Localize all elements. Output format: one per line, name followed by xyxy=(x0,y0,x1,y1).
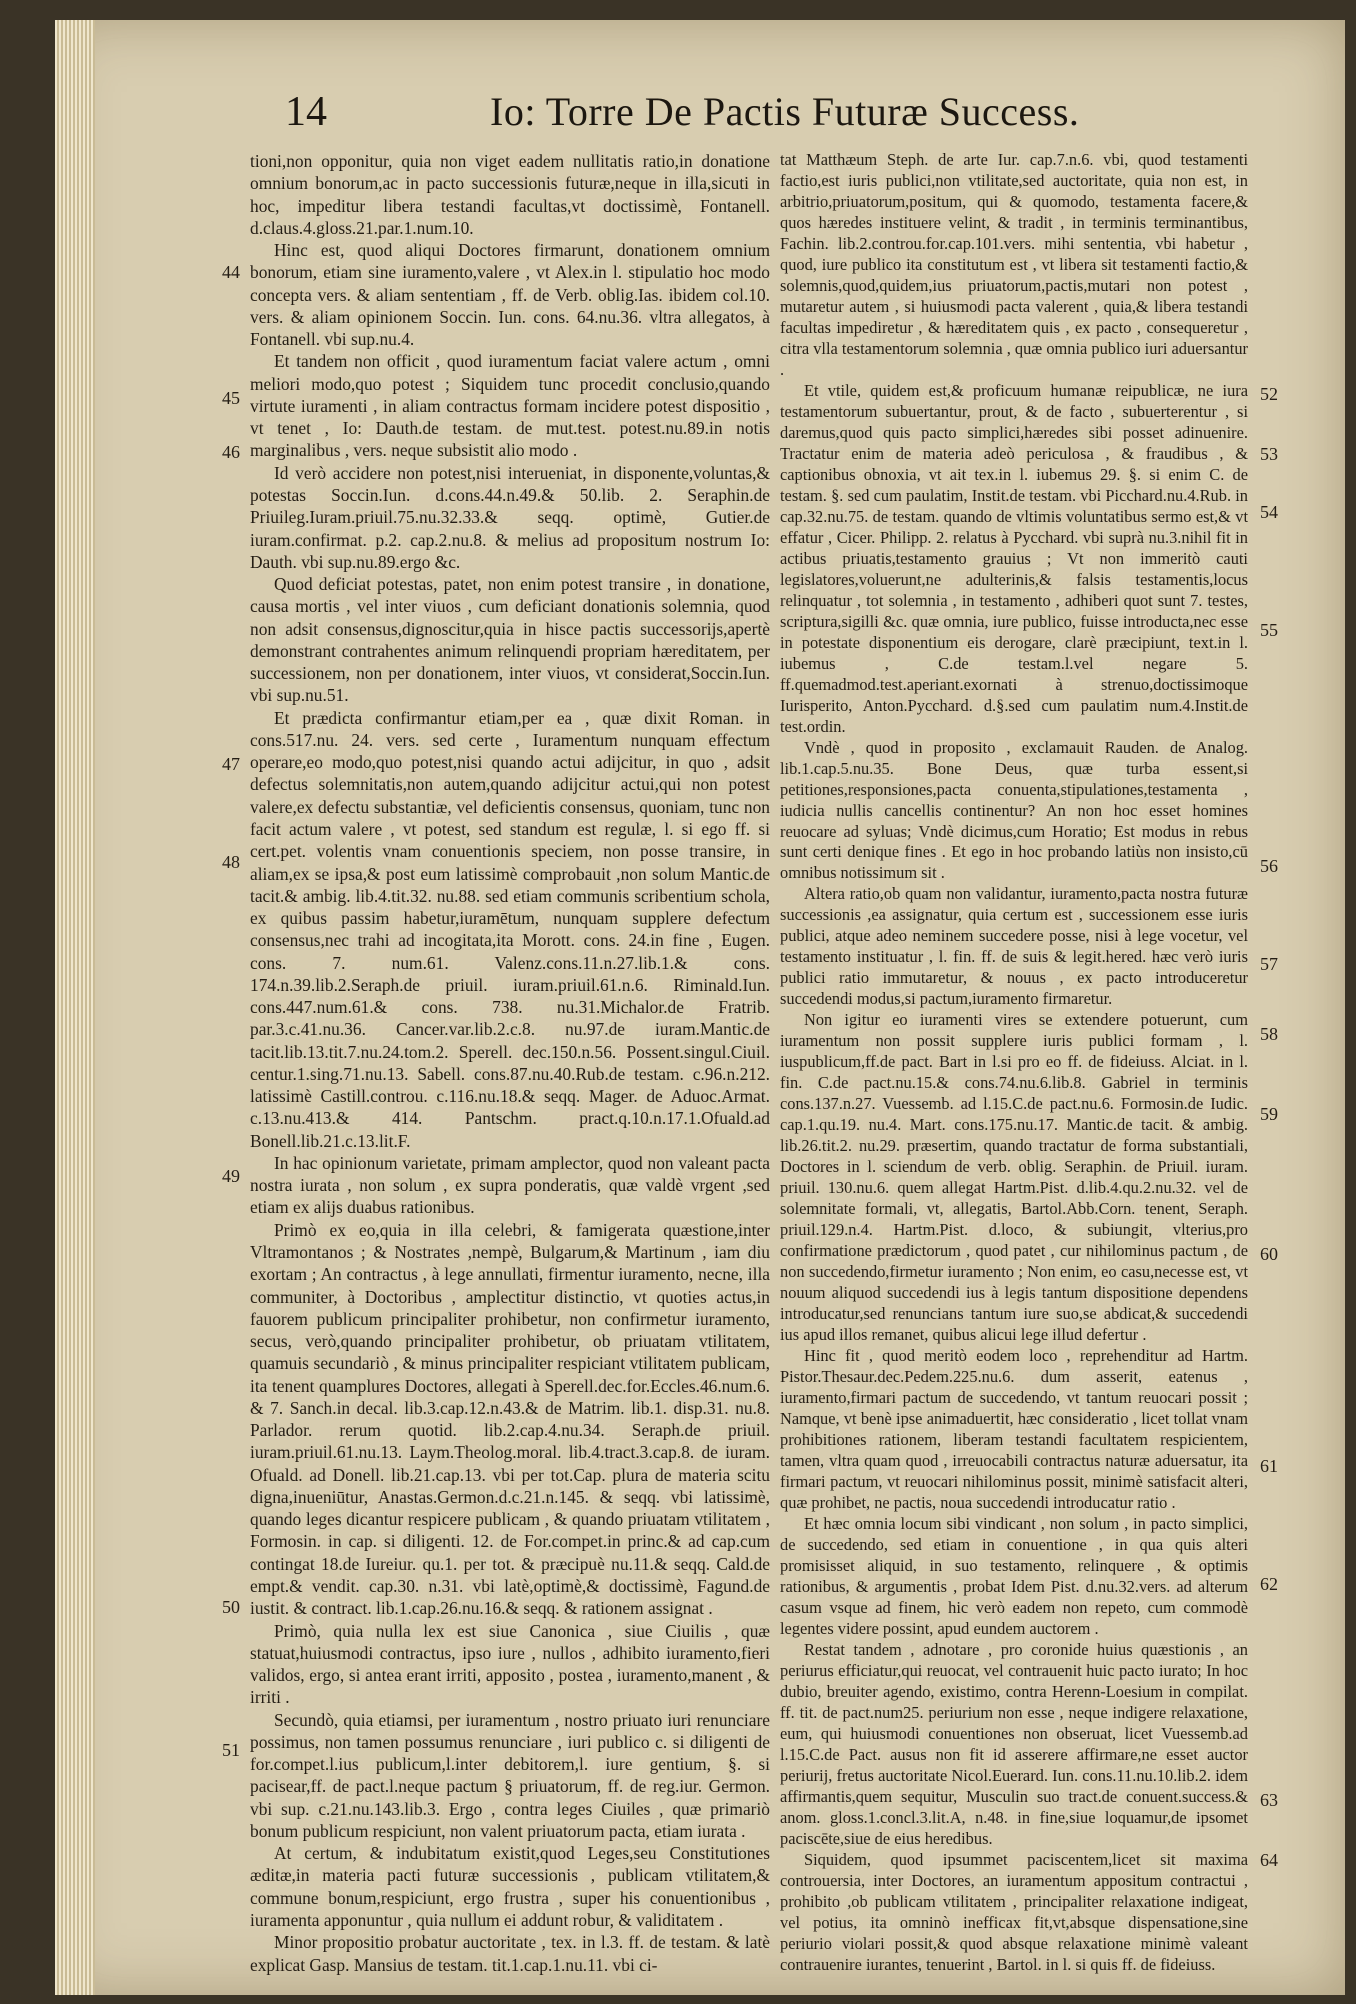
paragraph: Et tandem non officit , quod iuramentum faciat valere actum , omni meliori modo,quo potest ; Siquidem tunc procedit conclusio,quando virtute iuramenti , in aliam contractus formam incidere potest dispositio , vt tenet , Io: Dauth.de testam. de mut.test. potest.nu.89.in notis marginalibus , vers. neque subsistit alio modo . xyxy=(250,351,770,461)
left-column xyxy=(250,150,770,1976)
paragraph: In hac opinionum varietate, primam amplector, quod non valeant pacta nostra iurata , non solum , ex supra ponderatis, quæ valdè vrgent ,sed etiam ex alijs duabus rationibus. xyxy=(250,1152,770,1218)
paragraph: Et prædicta confirmantur etiam,per ea , quæ dixit Roman. in cons.517.nu. 24. vers. sed certe , Iuramentum nunquam effectum operare,eo modo,quo potest,nisi quando actui adijcitur, in quo , adsit defectus solemnitatis,non autem,quando adijcitur actui,qui non potest valere,ex defectu substantiæ, vel deficientis consensus, quoniam, tunc non facit actum valere , vt potest, sed standum est regulæ, l. si ego ff. si cert.pet. volentis vnam conuentionis speciem, non posse transire, in aliam,ex se ipsa,& post eum latissimè comprobauit ,non solum Mantic.de tacit.& ambig. lib.4.tit.32. nu.88. sed etiam communis scribentium schola, ex quibus passim habetur,iuramētum, nunquam supplere defectum consensus,nec trahi ad incogitata,ita Morott. cons. 24.in fine , Eugen. cons. 7. num.61. Valenz.cons.11.n.27.lib.1.& cons. 174.n.39.lib.2.Seraph.de priuil. iuram.priuil.61.n.6. Riminald.Iun. cons.447.num.61.& cons. 738. nu.31.Michalor.de Fratrib. par.3.c.41.nu.36. Cancer.var.lib.2.c.8. nu.97.de iuram.Mantic.de tacit.lib.13.tit.7.nu.24.tom.2. Sperell. dec.150.n.56. Possent.singul.Ciuil. centur.1.sing.71.nu.13. Sabell. cons.87.nu.40.Rub.de testam. c.96.n.212. latissimè Castill.controu. c.116.nu.18.& seqq. Mager. de Aduoc.Armat. c.13.nu.413.& 414. Pantschm. pract.q.10.n.17.1.Ofuald.ad Bonell.lib.21.c.13.lit.F. xyxy=(250,707,770,1151)
margin-number: 52 xyxy=(1260,384,1278,404)
margin-number: 63 xyxy=(1260,1790,1278,1810)
paragraph: Secundò, quia etiamsi, per iuramentum , nostro priuato iuri renunciare possimus, non tamen possumus renunciare , iuri publico c. si diligenti de for.compet.l.ius publicum,l.inter debitorem,l. iure gentium, §. si pacisear,ff. de pact.l.neque pactum § priuatorum, ff. de reg.iur. Germon. vbi sup. c.21.nu.143.lib.3. Ergo , contra leges Ciuiles , quæ primariò bonum publicum respiciunt, non valent priuatorum pacta, etiam iurata . xyxy=(250,1709,770,1841)
margin-number: 45 xyxy=(222,388,240,408)
page-number: 14 xyxy=(285,89,327,135)
margin-number: 48 xyxy=(222,852,240,872)
margin-number: 57 xyxy=(1260,954,1278,974)
paragraph: Et vtile, quidem est,& proficuum humanæ reipublicæ, ne iura testamentorum subuertantur, prout, & de facto , subuerterentur , si daremus,quod quis pacto simplici,hæredes sibi posset adinuenire. Tractatur enim de materia adeò periculosa , & fraudibus , & captionibus obnoxia, vt ait tex.in l. iubemus 29. §. si enim C. de testam. §. sed cum paulatim, Instit.de testam. vbi Picchard.nu.4.Rub. in cap.32.nu.75. de testam. quando de vltimis voluntatibus sermo est,& vt effatur , Cicer. Philipp. 2. relatus à Pycchard. vbi suprà nu.3.nihil fit in actibus priuatis,testamento grauius ; Vt non immeritò cauti legislatores,voluerunt,ne adulterinis,& falsis testamentis,locus relinquatur , tot solemnia , in testamento , adhiberi quot sunt 7. testes, scriptura,sigilli &c. quæ omnia, iure publico, fuisse introducta,nec esse in potestate disponentium eis derogare, clarè præcipiunt, text.in l. iubemus , C.de testam.l.vel negare 5. ff.quemadmod.test.aperiant.exornati à strenuo,doctissimoque Iurisperito, Anton.Pycchard. d.§.sed cum paulatim num.4.Instit.de test.ordin. xyxy=(780,380,1248,736)
paragraph: Minor propositio probatur auctoritate , tex. in l.3. ff. de testam. & latè explicat Gasp. Mansius de testam. tit.1.cap.1.nu.11. vbi ci- xyxy=(250,1932,770,1975)
paragraph: Siquidem, quod ipsummet paciscentem,licet sit maxima controuersia, inter Doctores, an iuramentum appositum contractui , prohibito ,ob publicam vtilitatem , principaliter relaxatione indigeat, vel potius, ita omninò inefficax fit,vt,absque dispensatione,sine periurio violari possit,& quod absque relaxatione minimè valeant contrauenire iurantes, tenuerint , Bartol. in l. si quis ff. de fideiuss. xyxy=(780,1849,1248,1974)
paragraph: Non igitur eo iuramenti vires se extendere potuerunt, cum iuramentum non possit supplere iuris publici formam , l. iuspublicum,ff.de pact. Bart in l.si pro eo ff. de fideiuss. Alciat. in l. fin. C.de pact.nu.15.& cons.74.nu.6.lib.8. Gabriel in terminis cons.137.n.27. Vuessemb. ad l.15.C.de pact.nu.6. Formosin.de Iudic. cap.1.qu.19. nu.4. Mart. cons.175.nu.17. Mantic.de tacit. & ambig. lib.26.tit.2. nu.29. præsertim, quando tractatur de forma substantiali, Doctores in l. sciendum de verb. oblig. Seraphin. de Priuil. iuram. priuil. 130.nu.6. quem allegat Hartm.Pist. d.lib.4.qu.2.nu.32. vel de solemnitate formali, vt, allegatis, Bartol.Abb.Corn. tenent, Seraph. priuil.129.n.4. Hartm.Pist. d.loco, & subiungit, vlterius,pro confirmatione prædictorum , quod patet , cur nihilominus pactum , de non succedendo,firmetur iuramento ; Non enim, eo casu,necesse est, vt nouum aliquod succedendi ius à legis tantum dispositione dependens introducatur,sed renuncians tantum iure suo,se abdicat,& succedendi ius apud illos remanet, quibus alicui lege illud defertur . xyxy=(780,1010,1248,1345)
margin-number: 53 xyxy=(1260,444,1278,464)
margin-number: 47 xyxy=(222,754,240,774)
margin-number: 54 xyxy=(1260,502,1278,522)
running-header xyxy=(210,88,1210,148)
margin-number: 50 xyxy=(222,1597,240,1617)
page-edge xyxy=(55,20,95,1995)
paragraph: Vndè , quod in proposito , exclamauit Rauden. de Analog. lib.1.cap.5.nu.35. Bone Deus, quæ turba essent,si petitiones,responsiones,pacta conuenta,stipulationes,testamenta , iudicia nullis cancellis continentur? An non hoc esset homines reuocare ad syluas; Vndè dicimus,cum Horatio; Est modus in rebus sunt certi denique fines . Et ego in hoc probando latiùs non insisto,cū omnibus notissimum sit . xyxy=(780,737,1248,883)
margin-number: 56 xyxy=(1260,856,1278,876)
margin-number: 46 xyxy=(222,442,240,462)
paragraph: Hinc fit , quod meritò eodem loco , reprehenditur ad Hartm. Pistor.Thesaur.dec.Pedem.225.nu.6. dum asserit, eatenus , iuramento,firmari pactum de succedendo, vt tantum reuocari possit ; Namque, vt benè ipse animaduertit, hæc consideratio , licet tollat vnam prohibitiones rationem, liberam testandi facultatem respicientem, tamen, vltra quam quod , irreuocabili contractus naturæ aduersatur, ita firmari pactum, vt reuocari nihilominus possit, minimè satisfacit alteri, quæ prohibet, ne pactis, noua succedendi introducatur ratio . xyxy=(780,1346,1248,1512)
paragraph: At certum, & indubitatum existit,quod Leges,seu Constitutiones æditæ,in materia pacti futuræ successionis , publicam vtilitatem,& commune bonum,respiciunt, ergo frustra , super his conuentionibus , iuramenta apponuntur , quia nullum ei addunt robur, & validitatem . xyxy=(250,1843,770,1930)
paragraph: Primò ex eo,quia in illa celebri, & famigerata quæstione,inter Vltramontanos ; & Nostrates ,nempè, Bulgarum,& Martinum , iam diu exortam ; An contractus , à lege annullati, firmentur iuramento, necne, illa communiter, à Doctoribus , amplectitur distinctio, vt quoties actus,in fauorem publicum principaliter prohibetur, non confirmetur iuramento, secus, verò,quando principaliter prohibetur, ob priuatam vtilitatem, quamuis secundariò , & minus principaliter respiciant vtilitatem publicam, ita tenent quamplures Doctores, allegati à Sperell.dec.for.Eccles.46.num.6. & 7. Sanch.in decal. lib.3.cap.12.n.43.& de Matrim. lib.1. disp.31. nu.8. Parlador. rerum quotid. lib.2.cap.4.nu.34. Seraph.de priuil. iuram.priuil.61.nu.13. Laym.Theolog.moral. lib.4.tract.3.cap.8. de iuram. Ofuald. ad Donell. lib.21.cap.13. vbi per tot.Cap. plura de materia scitu digna,inueniūtur, Anastas.Germon.d.c.21.n.145. & seqq. vbi latissimè, quando leges dicantur respicere publicam , & quando priuatam vtilitatem , Formosin. in cap. si diligenti. 12. de For.compet.in princ.& ad cap.cum contingat 18.de Iureiur. qu.1. per tot. & præcipuè nu.11.& seqq. Cald.de empt.& vendit. cap.30. n.31. vbi latè,optimè,& doctissimè, Fagund.de iustit. & contract. lib.1.cap.26.nu.16.& seqq. & rationem assignat . xyxy=(250,1219,770,1619)
margin-number: 51 xyxy=(222,1740,240,1760)
paragraph: Id verò accidere non potest,nisi interueniat, in disponente,voluntas,& potestas Soccin.Iun. d.cons.44.n.49.& 50.lib. 2. Seraphin.de Priuileg.Iuram.priuil.75.nu.32.33.& seqq. optimè, Gutier.de iuram.confirmat. p.2. cap.2.nu.8. & melius ad propositum nostrum Io: Dauth. vbi sup.nu.89.ergo &c. xyxy=(250,462,770,572)
paragraph: Altera ratio,ob quam non validantur, iuramento,pacta nostra futuræ successionis ,ea assignatur, quia certum est , successionem esse iuris publici, atque adeo neminem succedere posse, nisi à lege vocetur, vel testamento instituatur , l. fin. ff. de suis & legit.hered. hæc verò iuris publici ratio immutaretur, & nouus , ex pacto introduceretur succedendi modus,si pactum,iuramento firmaretur. xyxy=(780,884,1248,1009)
paragraph: Restat tandem , adnotare , pro coronide huius quæstionis , an periurus efficiatur,qui reuocat, vel contrauenit huic pacto iurato; In hoc dubio, breuiter agendo, existimo, contra Herenn-Loesium in compilat. ff. tit. de pact.num25. periurium non esse , neque indigere relaxatione, eum, qui huiusmodi conuentiones non obseruat, licet Vuessemb.ad l.15.C.de Pact. ausus non fit id asserere affirmare,ne esset auctor periurij, fretus auctoritate Nicol.Euerard. Iun. cons.11.nu.10.lib.2. idem affirmantis,quem sequitur, Musculin suo tract.de conuent.success.& anom. gloss.1.concl.3.lit.A, n.48. in fine,siue loquamur,de ipsomet paciscēte,siue de eius heredibus. xyxy=(780,1639,1248,1848)
margin-number: 49 xyxy=(222,1166,240,1186)
paragraph: Primò, quia nulla lex est siue Canonica , siue Ciuilis , quæ statuat,huiusmodi contractus, ipso iure , nullos , adhibito iuramento,fieri validos, ergo, si antea erant irriti, apposito , postea , iuramento,manent , & irriti . xyxy=(250,1620,770,1708)
margin-number: 59 xyxy=(1260,1104,1278,1124)
margin-number: 58 xyxy=(1260,1024,1278,1044)
paragraph: Hinc est, quod aliqui Doctores firmarunt, donationem omnium bonorum, etiam sine iuramento,valere , vt Alex.in l. stipulatio hoc modo concepta vers. & aliam sententiam , ff. de Verb. oblig.Ias. ibidem col.10. vers. & aliam opinionem Soccin. Iun. cons. 64.nu.36. vltra allegatos, à Fontanell. vbi sup.nu.4. xyxy=(250,240,770,350)
margin-number: 44 xyxy=(222,262,240,282)
margin-number: 61 xyxy=(1260,1456,1278,1476)
running-title: Io: Torre De Pactis Futuræ Success. xyxy=(490,89,1080,134)
margin-number: 62 xyxy=(1260,1574,1278,1594)
paragraph: Et hæc omnia locum sibi vindicant , non solum , in pacto simplici, de succedendo, sed etiam in conuentione , in qua quis alteri promisisset aliquid, in suo testamento, relinquere , & optimis rationibus, & argumentis , probat Idem Pist. d.nu.32.vers. ad alterum casum vsque ad finem, hic verò eadem non repeto, cum commodè legentes videre possint, apud eundem auctorem . xyxy=(780,1513,1248,1638)
paragraph: tioni,non opponitur, quia non viget eadem nullitatis ratio,in donatione omnium bonorum,ac in pacto successionis futuræ,neque in illa,sicuti in hoc, impeditur libera testandi facultas,vt doctissimè, Fontanell. d.claus.4.gloss.21.par.1.num.10. xyxy=(250,151,770,238)
margin-number: 55 xyxy=(1260,620,1278,640)
paragraph: Quod deficiat potestas, patet, non enim potest transire , in donatione, causa mortis , vel inter viuos , cum deficiant donationis solemnia, quod non adsit consensus,dignoscitur,quia in hisce pactis successorijs,apertè demonstrant contrahentes animum relinquendi propriam hæreditatem, per successionem, non per donationem, inter viuos, vt considerat,Soccin.Iun. vbi sup.nu.51. xyxy=(250,574,770,706)
paragraph: tat Matthæum Steph. de arte Iur. cap.7.n.6. vbi, quod testamenti factio,est iuris publici,non vtilitate,sed auctoritate, quia non est, in arbitrio,priuatorum,positum, qui & quomodo, testamenta facere,& quos hæredes instituere velint, & tradit , in terminis terminantibus, Fachin. lib.2.controu.for.cap.101.vers. mihi sententia, vbi habetur , quod, iure publico ita constitutum est , vt libera sit testamenti factio,& solemnis,quod,quidem,ius priuatorum,pactis,mutari non potest , mutaretur autem , si huiusmodi pacta valerent , quia,& libera testandi facultas impediretur , & hæreditatem quis , ex pacto , consequeretur , citra vlla testamentorum solemnia , quæ omnia publico iuri aduersantur . xyxy=(780,150,1248,379)
margin-number: 60 xyxy=(1260,1244,1278,1264)
right-column xyxy=(780,150,1248,1976)
margin-number: 64 xyxy=(1260,1850,1278,1870)
